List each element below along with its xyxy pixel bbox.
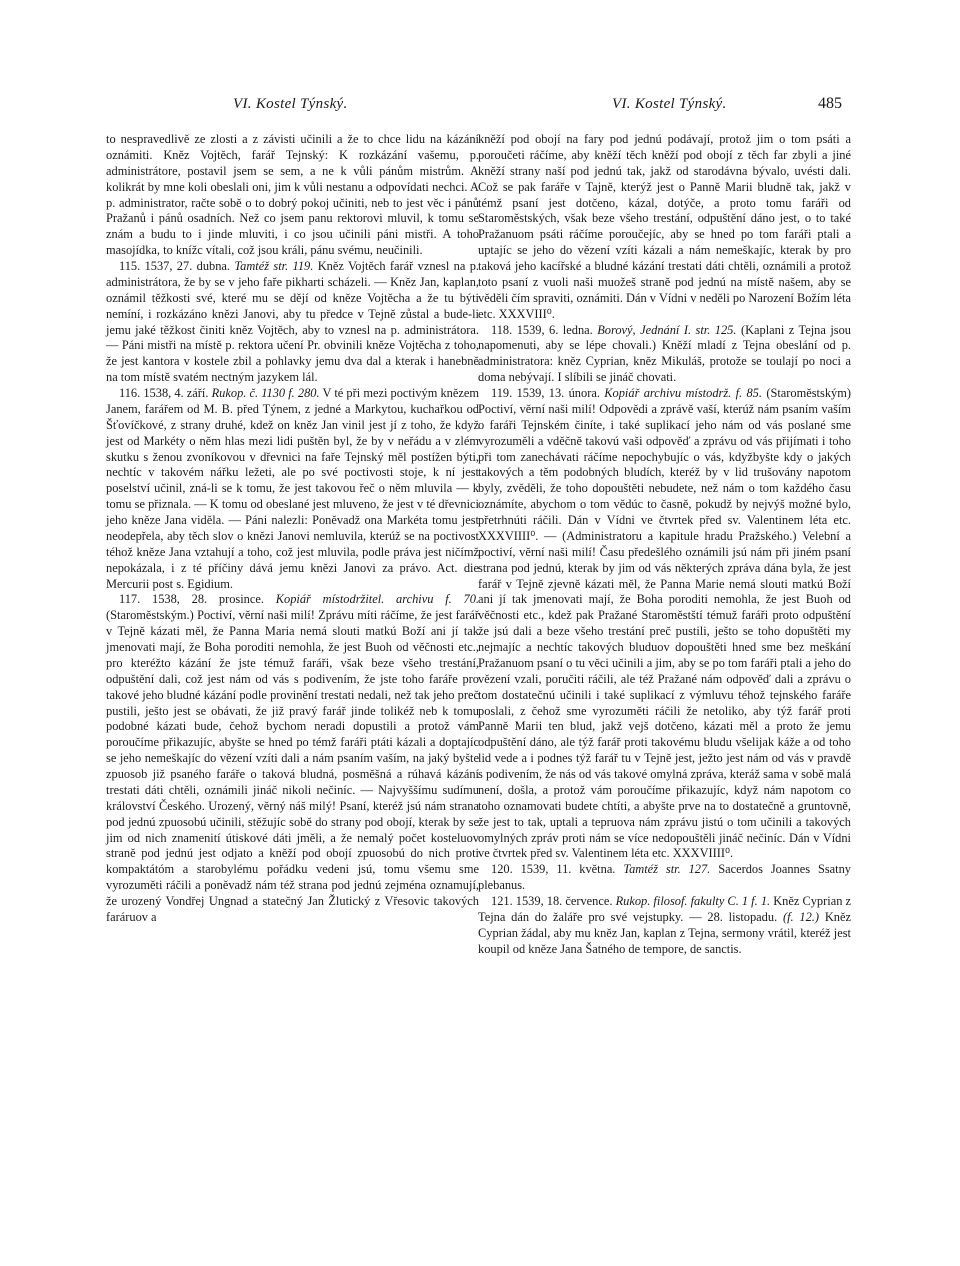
entry-text-continued: Kněz Cyprian žádal, aby mu kněz Jan, kaplan z Tejna, sermony vrátil, kteréž jest koupil od kněze Jana Šatného de tempore, de sanctis. (478, 909, 851, 956)
paragraph-continued: to nespravedlivě ze zlosti a z závisti učinili a že to chce lidu na kázání oznámiti. Kněz Vojtěch, farář Tejnský: K rozkázání vašemu, p. administrátore, postavil jsem se sem, a ne k vůli pánům mistrům. A kolikrát by mne koli obeslali oni, jim k vůli nestanu a odpovídati nechci. A p. administrator, račte sobě o to dobrý pokoj učiniti, neb to jest věc i pánů Pražanů i pánů osadních. Než co jsem panu rektorovi mluvil, k tomu se znám a budu to i jinde mluviti, i co jsou učinili páni mistři. A toho masojídka, to knížc vítali, což jsou králi, pánu svému, neučinili. (106, 132, 479, 258)
entry-source: Kopiář místodržitel. archivu f. 70. (275, 592, 479, 607)
entry-117 (106, 592, 479, 925)
page-number: 485 (818, 95, 842, 112)
entry-text: (Staroměstským) Poctiví, věrní naši milí! Odpovědi a zprávě vaší, kterúž nám psaním vaším o faráři Tejnském činíte, i také suplikací jeho nám od vás poslané sme vyrozuměli a vděčně takovú vaši odpověď a zprávu od vás přijímati i toho při tom zanechávati ráčíme nepochybujíc o vás, kdyžbyšte kdy o jakých takových a těm podobných bludích, kteréž by v lid trušovány napotom byly, zvěděli, že toho dopouštěti nebudete, než nám o tom každého času oznámíte, abychom o tom vědúc to časně, pokudž by nejvýš možné bylo, přetrhnúti ráčili. Dán v Vídni ve čtvrtek před sv. Valentinem léta etc. XXXVIIII⁰. — (Administratoru a kapitule hradu Pražského.) Velební a poctiví, věrní naši milí! Času předešlého oznámili jsú nám při jiném psaní strana pod jednú, kterak by jim od vás některých zpráva dána byla, že jest farář v Tejně zjevně kázati měl, že Panna Marie nemá slouti matkú Boží ani jí tak jmenovati mají, že Boha poroditi nemohla, že jest Buoh od věčnosti etc., kdež pak Pražané Staroměstští témuž faráři proto odpuštění že jsú dali a beze všeho trestání preč pustili, ješto se toho dopuštěti my nejmajíc a nechtíc takových bluduov dopouštěti hned sme bez meškání Pražanuom psaní o tu věci učinili a jim, aby se po tom faráři ptali a jeho do vězení vzali, poručiti ráčili, ale též Pražané nám odpověď dali a zprávu o tom dostatečnú učinili i také suplikací z výmluvu téhož tejnského faráře poslali, z čehož sme vyrozuměti ráčili že netoliko, aby týž farář proti Panně Marii ten blud, jakž vejš dotčeno, kázati měl a proto že jemu odpuštění dáno, ale týž farář proti takovému bludu všelijak káže a od toho lid vede a i podnes týž farář tu v Tejně jest, ježto jest nám od vás v pravdě s podivením, že nás od vás takové omylná zpráva, kteráž sama v sobě malá není, došla, a protož vám poroučíme přikazujíc, když nám napotom co toho oznamovati budete chtíti, a abyšte prve na to dostatečně a gruntovně, že jest to tak, uptali a tepruova nám zprávu jistú o tom učinili a takových omylných zpráv proti nám se více nedopouštěli jináč nečiníc. Dán v Vídni ve čtvrtek před sv. Valentinem léta etc. XXXVIIII⁰. (478, 386, 851, 861)
entry-116 (106, 386, 479, 592)
entry-text: Sacerdos Joannes Ssatny plebanus. (478, 862, 851, 893)
entry-number-date: 116. 1538, 4. září. (119, 386, 209, 400)
entry-text: Kněz Vojtěch farář vznesl na p. administrátora, že by se v jeho faře pikharti scházeli. — Kněz Jan, kaplan, oznámil těžkosti své, které mu se dějí od kněze Vojtěcha a že tu býti nemíní, i rozkázáno knězi Janovi, aby tu předce v Tejně zůstal a bude-li jemu jaké těžkost činiti kněz Vojtěch, aby to vznesl na p. administrátora. — Páni mistři na místě p. rektora učení Pr. obvinili kněze Vojtěcha z toho, že jest kantora v kostele zbil a pohlavky jemu dva dal a kterak i hanebně na tom místě svatém nectným jazykem lál. (106, 259, 479, 385)
entry-115 (106, 259, 479, 386)
text-column-right (478, 132, 851, 958)
running-head-left: VI. Kostel Týnský. (233, 96, 348, 112)
entry-number-date: 117. 1538, 28. prosince. (119, 592, 264, 607)
entry-number-date: 120. 1539, 11. května. (491, 862, 616, 877)
entry-text: (Kaplani z Tejna jsou napomenuti, aby se lépe chovali.) Kněží mladí z Tejna obeslání od p. administratora: kněz Cyprian, kněz Mikuláš, protože se toulají po noci a doma nebývají. I slíbili se jináč chovati. (478, 322, 852, 385)
entry-text: V té při mezi poctivým knězem Janem, farářem od M. B. před Týnem, z jedné a Markytou, kuchařkou od Šťovíčkové, z strany druhé, kdež on kněz Jan vinil jest jí z toho, že když jest od Markéty o něm hlas mezi lidi puštěn byl, že by v neřádu a v zlém skutku s ženou zvoníkovou v dřevnici na faře Tejnský měl postížen býti, nechtíc v takovém nářku ležeti, ale po své poctivosti stoje, k ní jest poselství učinil, zná-li se k tomu, že jest takovou řeč o něm mluvila — k tomu se přiznala. — K tomu od obeslané jest mluveno, že jest v té dřevnici jeho kněze Jana viděla. — Páni nalezli: Poněvadž ona Markéta tomu jest neodepřela, aby těch slov o knězi Janovi nemluvila, kterúž se na poctivost téhož kněze Jana vztahují a toho, což jest mluvila, podle práva jest ničímž nepokázala, i z té příčiny dává jemu knězi Janovi za právo. Act. die Mercurii post s. Egidium. (106, 386, 480, 591)
entry-source: Tamtéž str. 119. (234, 259, 314, 273)
entry-source: Tamtéž str. 127. (623, 862, 711, 877)
entry-number-date: 118. 1539, 6. ledna. (491, 322, 593, 337)
entry-119 (478, 386, 851, 862)
entry-118 (478, 323, 851, 387)
entry-source: Kopiář archivu místodrž. f. 85. (604, 386, 762, 400)
entry-number-date: 121. 1539, 18. července. (491, 894, 613, 908)
entry-source: Borový, Jednání I. str. 125. (597, 322, 737, 337)
entry-121 (478, 894, 851, 958)
entry-number-date: 115. 1537, 27. dubna. (119, 259, 231, 273)
entry-text: (Staroměstským.) Poctiví, věrní naši milí! Zprávu míti ráčíme, že jest farář v Tejně kázati měl, že Panna Maria nemá slouti matkú Boží ani jí tak jmenovati mají, že Boha poroditi nemohla, že jest Buoh od věčnosti etc., pro kteréžto kázání že jste témuž faráři, však beze všeho trestání, odpuštění dali, což jest nám od vás s podivením, že jste toho faráře pro takové jeho bludné kázání podle provinění trestati nedali, než tak jeho preč pustili, ješto jest se obávati, že již pravý farář jinde tolikéž neb k tomu podobné kázati bude, čehož bychom neradi dopustili a protož vám poroučíme přikazujíc, abyšte se hned po témž faráři ptáti kázali a doptajíc se jeho nemeškajíc do vězení vzíti dali a nám psaním vaším, na jaký byšte zpuosob již psaného faráře o taková bludná, posměšná a rúhavá kázání trestati dáti chtěli, oznámili jináč nikoli nečiníc. — Najvyššímu sudímu království Českého. Urozený, věrný náš milý! Psaní, kteréž jsú nám strana pod jednú zpuosobú učinili, stěžujíc sobě do strany pod obojí, kterak by se jim od nich znamenití útiskové dáti jměli, a že nemalý počet kosteluov straně pod jednú jest odjato a kněží pod obojí zpuosobú do nich proti kompaktátóm a starobylému pořádku vedeni jsú, tomu všemu sme vyrozuměti ráčili a poněvadž nám též strana pod jednú zejména oznamují, že urozený Vondřej Ungnad a statečný Jan Žlutický z Vřesovic takových faráruov a (106, 608, 479, 924)
text-column-left (106, 132, 479, 926)
running-head-right: VI. Kostel Týnský. (612, 96, 727, 112)
entry-source: Rukop. č. 1130 f. 280. (211, 386, 320, 400)
entry-number-date: 119. 1539, 13. února. (491, 386, 600, 400)
entry-source: Rukop. filosof. fakulty C. 1 f. 1. (615, 894, 771, 908)
entry-text: Kněz Cyprian z Tejna dán do žaláře pro své vejstupky. — 28. listopadu. (478, 894, 851, 924)
entry-source-secondary: (f. 12.) (782, 909, 820, 924)
paragraph-continued: kněží pod obojí na fary pod jednú podávají, protož jim o tom psáti a poroučeti ráčíme, aby kněží těch kněží pod obojí z těch far zbyli a jiné kněží strany naší pod jednú tak, jakž od starodávna bývalo, uvésti dali. Což se pak faráře v Tajně, kterýž jest o Panně Marii bludně tak, jakž v témž psaní jest dotčeno, kázal, dotýče, a proto tomu faráři od Staroměstských, však beze všeho trestání, odpuštění dáno jest, o to také Pražanuom psáti ráčíme poroučejíc, aby se hned po tom faráři ptali a uptajíc se jeho do vězení vzíti kázali a nám nemeškajíc, kterak by pro taková jeho kacířské a bludné kázání trestati dáti chtěli, oznámili a protož toto psaní z vuoli naši muožeš straně pod jednú na místě našem, aby se věděli čím spraviti, oznámiti. Dán v Vídni v neděli po Narození Božím léta etc. XXXVIII⁰. (478, 132, 851, 321)
entry-120 (478, 862, 851, 894)
